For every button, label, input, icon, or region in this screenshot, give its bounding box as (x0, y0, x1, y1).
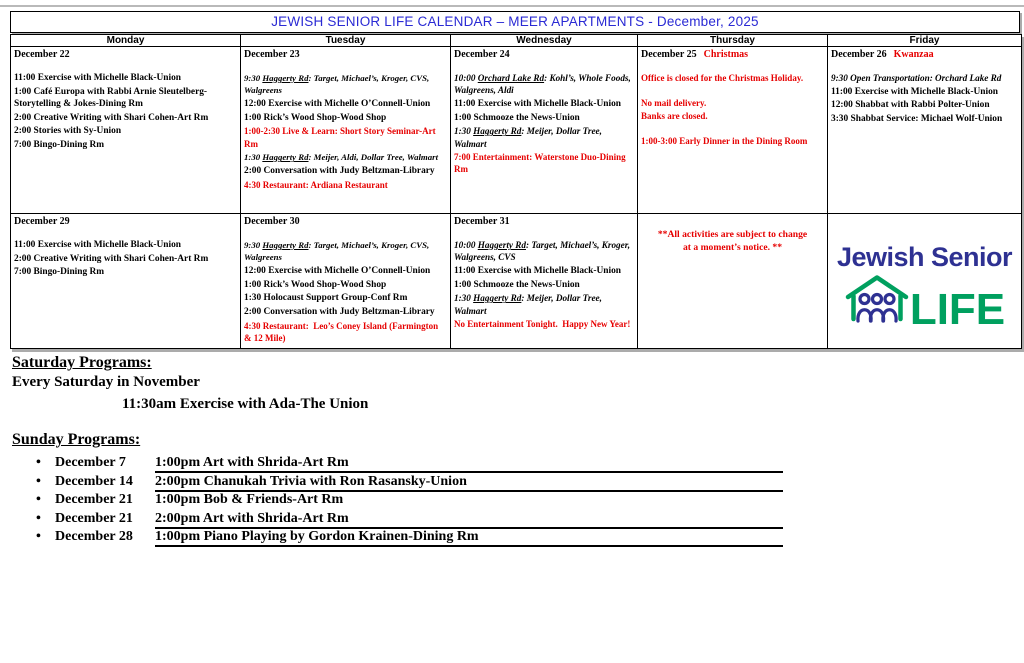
cell-date-line (831, 49, 1018, 61)
event (14, 253, 237, 265)
sunday-item-program: 1:00pm Art with Shrida-Art Rm (155, 455, 783, 473)
calendar-cell (241, 47, 451, 214)
sunday-item-date: December 21 (55, 510, 133, 526)
event (454, 318, 634, 330)
event-gap (641, 86, 824, 97)
event (641, 110, 824, 122)
event-text: 1:00-2:30 Live & Learn: Short Story Seminar-Art Rm (244, 126, 438, 149)
event (641, 72, 824, 84)
event (244, 165, 447, 177)
bullet-icon: • (36, 492, 41, 508)
event-text: 7:00 Bingo-Dining Rm (14, 267, 105, 278)
event-text: : Meijer, Aldi, Dollar Tree, Walmart (308, 152, 439, 163)
calendar-cell (638, 47, 828, 214)
event-text: 1:30 (454, 126, 474, 137)
event (14, 266, 237, 278)
event-text: 9:30 (244, 73, 263, 83)
calendar-cell (11, 47, 241, 214)
event-gap (454, 61, 634, 72)
cell-date: December 22 (14, 49, 70, 60)
cell-date: December 31 (454, 216, 510, 227)
sunday-program-item (12, 529, 1012, 548)
event-text: 10:00 (454, 240, 478, 250)
event (244, 265, 447, 277)
sunday-programs-section (12, 430, 1012, 548)
event-text: Banks are closed. (641, 111, 708, 122)
event-text: 9:30 (244, 240, 263, 250)
jewish-senior-life-logo (828, 214, 1021, 348)
house-people-icon (844, 273, 910, 330)
event (244, 179, 447, 191)
event (244, 306, 447, 318)
cell-date: December 25 (641, 49, 697, 60)
event-text: 7:00 Entertainment: Waterstone Duo-Dining Rm (454, 152, 628, 175)
logo-text-life: LIFE (909, 285, 1006, 334)
event-text: 1:00 Schmooze the News-Union (454, 112, 580, 123)
event (641, 97, 824, 109)
event (454, 151, 634, 175)
event-text: : Meijer, Dollar Tree, Walmart (454, 293, 605, 316)
event (14, 125, 237, 137)
event-text: 1:00 Rick’s Wood Shop-Wood Shop (244, 112, 387, 123)
event (244, 98, 447, 110)
event-text: 11:00 Exercise with Michelle Black-Union (454, 98, 622, 109)
event-text: 11:00 Exercise with Michelle Black-Union (14, 73, 182, 83)
event (454, 72, 634, 96)
cell-date-line (244, 216, 447, 228)
event (14, 112, 237, 124)
event-text: 1:00 Schmooze the News-Union (454, 279, 580, 290)
event (244, 151, 447, 163)
bullet-icon: • (36, 510, 41, 526)
saturday-programs-heading: Saturday Programs: (12, 354, 152, 371)
event-text: : Meijer, Dollar Tree, Walmart (454, 126, 605, 149)
sunday-program-item (12, 492, 1012, 511)
event-text: 2:00 Creative Writing with Shari Cohen-Art Rm (14, 253, 209, 264)
event-text: 9:30 Open Transportation: Orchard Lake Rd (831, 73, 1002, 83)
event-text: 11:00 Exercise with Michelle Black-Union (831, 86, 999, 97)
event-text: 11:00 Exercise with Michelle Black-Union (14, 240, 182, 250)
event-text: : Target, Michael’s, Kroger, Walgreens, CVS (454, 240, 633, 263)
sunday-program-item (12, 474, 1012, 493)
event-gap (244, 61, 447, 72)
event (14, 239, 237, 251)
saturday-subheading: Every Saturday in November (12, 374, 200, 390)
event (244, 112, 447, 124)
event (454, 292, 634, 316)
day-header-wednesday: Wednesday (451, 35, 638, 47)
event (454, 265, 634, 277)
event-gap (14, 61, 237, 72)
cell-date-line (244, 49, 447, 61)
trip-road-name: Haggerty Rd (262, 152, 309, 163)
event-text: 4:30 Restaurant: Leo’s Coney Island (Farmington & 12 Mile) (244, 320, 441, 343)
sunday-item-date: December 21 (55, 492, 133, 508)
event-text: 1:00 Café Europa with Rabbi Arnie Sleutelberg-Storytelling & Jokes-Dining Rm (14, 86, 208, 109)
event-text: 12:00 Exercise with Michelle O’Connell-Union (244, 98, 431, 109)
event-text: 11:00 Exercise with Michelle Black-Union (454, 265, 622, 276)
event-text: : Target, Michael’s, Kroger, CVS, Walgreens (244, 240, 432, 263)
trip-road-name: Haggerty Rd (262, 240, 309, 250)
event-text: : Kohl’s, Whole Foods, Walgreens, Aldi (454, 73, 633, 96)
sunday-item-program: 1:00pm Piano Playing by Gordon Krainen-Dining Rm (155, 529, 783, 547)
event-text: 2:00 Conversation with Judy Beltzman-Library (244, 165, 435, 176)
event (454, 279, 634, 291)
weekend-programs-section (12, 353, 1012, 548)
cell-date-line (641, 49, 824, 61)
day-header-thursday: Thursday (638, 35, 828, 47)
note-line-1: **All activities are subject to change (657, 229, 808, 240)
holiday-tag: Kwanzaa (893, 49, 934, 60)
calendar-cell (828, 47, 1021, 214)
trip-road-name: Haggerty Rd (473, 126, 522, 137)
event (14, 139, 237, 151)
sunday-item-date: December 14 (55, 473, 133, 489)
event-text: 1:30 Holocaust Support Group-Conf Rm (244, 293, 408, 304)
event-text: 1:00-3:00 Early Dinner in the Dining Room (641, 136, 808, 147)
calendar-cell (451, 214, 638, 348)
logo-bottom-row (844, 273, 1006, 334)
event-gap (454, 228, 634, 239)
event-text: 12:00 Exercise with Michelle O’Connell-Union (244, 265, 431, 276)
event (14, 86, 237, 110)
event-gap (641, 124, 824, 135)
event-text: No mail delivery. (641, 97, 707, 108)
event (244, 72, 447, 96)
event-text: 10:00 (454, 73, 478, 83)
event-gap (14, 228, 237, 239)
cell-date-line (454, 216, 634, 228)
holiday-tag: Christmas (703, 49, 749, 60)
cell-date-line (454, 49, 634, 61)
event (244, 320, 447, 344)
event (454, 125, 634, 149)
event (831, 72, 1018, 84)
event (831, 86, 1018, 98)
event (641, 135, 824, 147)
cell-date: December 30 (244, 216, 300, 227)
logo-text-jewish-senior: Jewish Senior (836, 242, 1013, 272)
event-gap (641, 61, 824, 72)
cell-date: December 29 (14, 216, 70, 227)
event-text: 1:00 Rick’s Wood Shop-Wood Shop (244, 279, 387, 290)
event-text: Office is closed for the Christmas Holiday. (641, 73, 804, 83)
sunday-item-program: 2:00pm Art with Shrida-Art Rm (155, 511, 783, 529)
event-text: No Entertainment Tonight. Happy New Year! (454, 319, 631, 330)
saturday-program-entry: 11:30am Exercise with Ada-The Union (122, 396, 369, 412)
event-text: 4:30 Restaurant: Ardiana Restaurant (244, 179, 388, 190)
event-text: 3:30 Shabbat Service: Michael Wolf-Union (831, 114, 1003, 125)
sunday-program-item (12, 455, 1012, 474)
event-text: 1:30 (454, 293, 474, 304)
event-text: 2:00 Creative Writing with Shari Cohen-Art Rm (14, 112, 209, 123)
trip-road-name: Haggerty Rd (262, 73, 309, 83)
sunday-item-date: December 28 (55, 529, 133, 545)
event-gap (244, 228, 447, 239)
event-text: 12:00 Shabbat with Rabbi Polter-Union (831, 100, 990, 111)
event (454, 112, 634, 124)
bullet-icon: • (36, 455, 41, 470)
cell-date: December 26 (831, 49, 887, 60)
event (454, 239, 634, 263)
event-gap (831, 61, 1018, 72)
event (14, 72, 237, 84)
bullet-icon: • (36, 473, 41, 489)
sunday-item-date: December 7 (55, 455, 126, 470)
sunday-programs-list (12, 455, 1012, 548)
sunday-item-program: 1:00pm Bob & Friends-Art Rm (155, 492, 344, 508)
calendar-table (10, 34, 1022, 349)
event-text: 1:30 (244, 152, 263, 163)
calendar-cell (241, 214, 451, 348)
bullet-icon: • (36, 529, 41, 545)
calendar-cell (11, 214, 241, 348)
trip-road-name: Haggerty Rd (473, 293, 522, 304)
calendar-cell (451, 47, 638, 214)
cell-date-line (14, 216, 237, 228)
event (244, 292, 447, 304)
event (831, 99, 1018, 111)
trip-road-name: Haggerty Rd (477, 240, 526, 250)
cell-date: December 23 (244, 49, 300, 60)
trip-road-name: Orchard Lake Rd (477, 73, 545, 83)
day-header-tuesday: Tuesday (241, 35, 451, 47)
sunday-program-item (12, 511, 1012, 530)
cell-date: December 24 (454, 49, 510, 60)
event-text: : Target, Michael’s, Kroger, CVS, Walgreens (244, 73, 432, 96)
activities-change-note (638, 214, 828, 348)
event (244, 279, 447, 291)
sunday-item-program: 2:00pm Chanukah Trivia with Ron Rasansky-Union (155, 474, 783, 492)
event (454, 98, 634, 110)
event-text: 2:00 Conversation with Judy Beltzman-Library (244, 307, 435, 318)
event (831, 113, 1018, 125)
calendar-title: JEWISH SENIOR LIFE CALENDAR – MEER APARTMENTS - December, 2025 (10, 11, 1020, 33)
day-header-monday: Monday (11, 35, 241, 47)
event-text: 2:00 Stories with Sy-Union (14, 126, 122, 137)
day-header-friday: Friday (828, 35, 1021, 47)
cell-date-line (14, 49, 237, 61)
event (244, 239, 447, 263)
page-top-rule (0, 5, 1024, 7)
sunday-programs-heading: Sunday Programs: (12, 431, 141, 448)
event-text: 7:00 Bingo-Dining Rm (14, 140, 105, 151)
saturday-programs-section (12, 353, 1012, 414)
event (244, 125, 447, 149)
note-line-2: at a moment’s notice. ** (682, 242, 783, 253)
